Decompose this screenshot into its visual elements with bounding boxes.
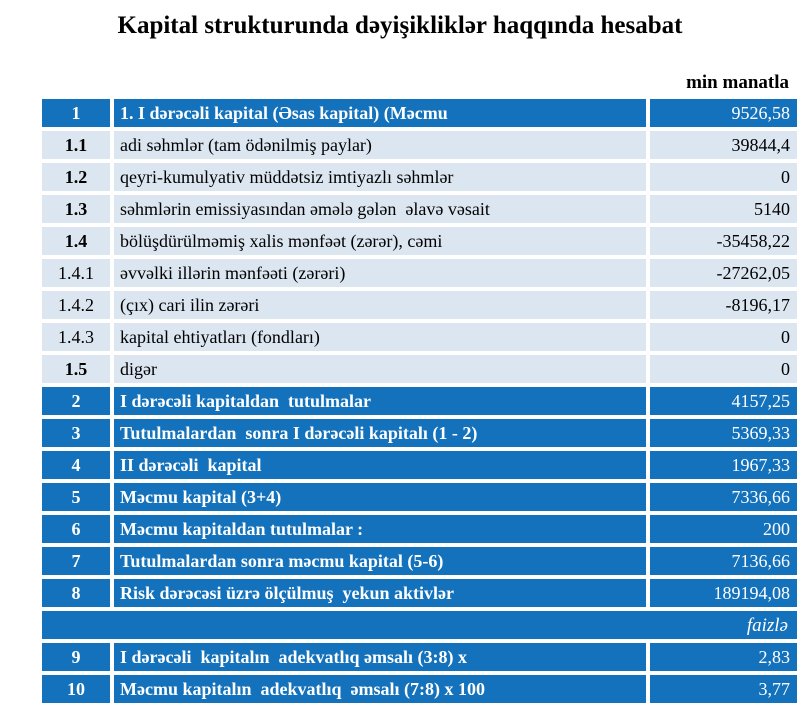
- row-number: 1.5: [42, 355, 110, 383]
- row-label: qeyri-kumulyativ müddətsiz imtiyazlı səhmlər: [114, 163, 646, 191]
- table-body: [42, 99, 797, 703]
- row-label: II dərəcəli kapital: [114, 451, 646, 479]
- row-value: 0: [650, 323, 797, 351]
- row-number: 1.2: [42, 163, 110, 191]
- row-value: 189194,08: [650, 579, 797, 607]
- row-label: bölüşdürülməmiş xalis mənfəət (zərər), cəmi: [114, 227, 646, 255]
- row-value: 5369,33: [650, 419, 797, 447]
- row-label: əvvəlki illərin mənfəəti (zərəri): [114, 259, 646, 287]
- row-value: 4157,25: [650, 387, 797, 415]
- capital-structure-table: [42, 72, 797, 703]
- row-number: 1: [42, 99, 110, 127]
- row-label: Risk dərəcəsi üzrə ölçülmuş yekun aktivlər: [114, 579, 646, 607]
- row-number: 5: [42, 483, 110, 511]
- row-number: 1.4.1: [42, 259, 110, 287]
- row-number: 1.4.3: [42, 323, 110, 351]
- row-label: Tutulmalardan sonra məcmu kapital (5-6): [114, 547, 646, 575]
- row-value: -8196,17: [650, 291, 797, 319]
- table-row: [42, 323, 797, 351]
- row-label: Məcmu kapital (3+4): [114, 483, 646, 511]
- row-label: 1. I dərəcəli kapital (Əsas kapital) (Məcmu: [114, 99, 646, 127]
- row-label: digər: [114, 355, 646, 383]
- row-label: I dərəcəli kapitalın adekvatlıq əmsalı (3:8) x: [114, 643, 646, 671]
- table-row: [42, 515, 797, 543]
- row-number: 1.4: [42, 227, 110, 255]
- row-number: 6: [42, 515, 110, 543]
- table-row: [42, 419, 797, 447]
- row-value: 0: [650, 163, 797, 191]
- row-value: 5140: [650, 195, 797, 223]
- table-row: [42, 99, 797, 127]
- row-value: 1967,33: [650, 451, 797, 479]
- row-label: Məcmu kapitalın adekvatlıq əmsalı (7:8) x 100: [114, 675, 646, 703]
- row-number: 1.1: [42, 131, 110, 159]
- row-label: Məcmu kapitaldan tutulmalar :: [114, 515, 646, 543]
- row-number: 4: [42, 451, 110, 479]
- row-value: 9526,58: [650, 99, 797, 127]
- row-value: 39844,4: [650, 131, 797, 159]
- row-label: (çıx) cari ilin zərəri: [114, 291, 646, 319]
- row-value: 200: [650, 515, 797, 543]
- table-row: [42, 227, 797, 255]
- row-number: 3: [42, 419, 110, 447]
- row-number: 8: [42, 579, 110, 607]
- table-row: [42, 163, 797, 191]
- table-row: [42, 675, 797, 703]
- page-title: Kapital strukturunda dəyişikliklər haqqında hesabat: [117, 12, 683, 39]
- row-number: 10: [42, 675, 110, 703]
- table-row: [42, 291, 797, 319]
- row-value: 7136,66: [650, 547, 797, 575]
- row-number: 1.3: [42, 195, 110, 223]
- table-row: [42, 483, 797, 511]
- row-value: 3,77: [650, 675, 797, 703]
- row-number: 9: [42, 643, 110, 671]
- row-value: -27262,05: [650, 259, 797, 287]
- row-label: səhmlərin emissiyasından əmələ gələn əlavə vəsait: [114, 195, 646, 223]
- row-number: 2: [42, 387, 110, 415]
- row-value: 7336,66: [650, 483, 797, 511]
- table-row: [42, 355, 797, 383]
- row-label: Tutulmalardan sonra I dərəcəli kapitalı (1 - 2): [114, 419, 646, 447]
- row-label: adi səhmlər (tam ödənilmiş paylar): [114, 131, 646, 159]
- row-value: -35458,22: [650, 227, 797, 255]
- percent-unit-label: faizlə: [42, 611, 797, 639]
- table-row: [42, 579, 797, 607]
- row-value: 2,83: [650, 643, 797, 671]
- divider-row: [42, 611, 797, 639]
- table-row: [42, 195, 797, 223]
- table-row: [42, 131, 797, 159]
- table-row: [42, 259, 797, 287]
- row-label: I dərəcəli kapitaldan tutulmalar: [114, 387, 646, 415]
- row-number: 7: [42, 547, 110, 575]
- row-value: 0: [650, 355, 797, 383]
- row-label: kapital ehtiyatları (fondları): [114, 323, 646, 351]
- table-row: [42, 643, 797, 671]
- row-number: 1.4.2: [42, 291, 110, 319]
- unit-label: min manatla: [686, 72, 789, 93]
- table-row: [42, 451, 797, 479]
- table-row: [42, 387, 797, 415]
- table-row: [42, 547, 797, 575]
